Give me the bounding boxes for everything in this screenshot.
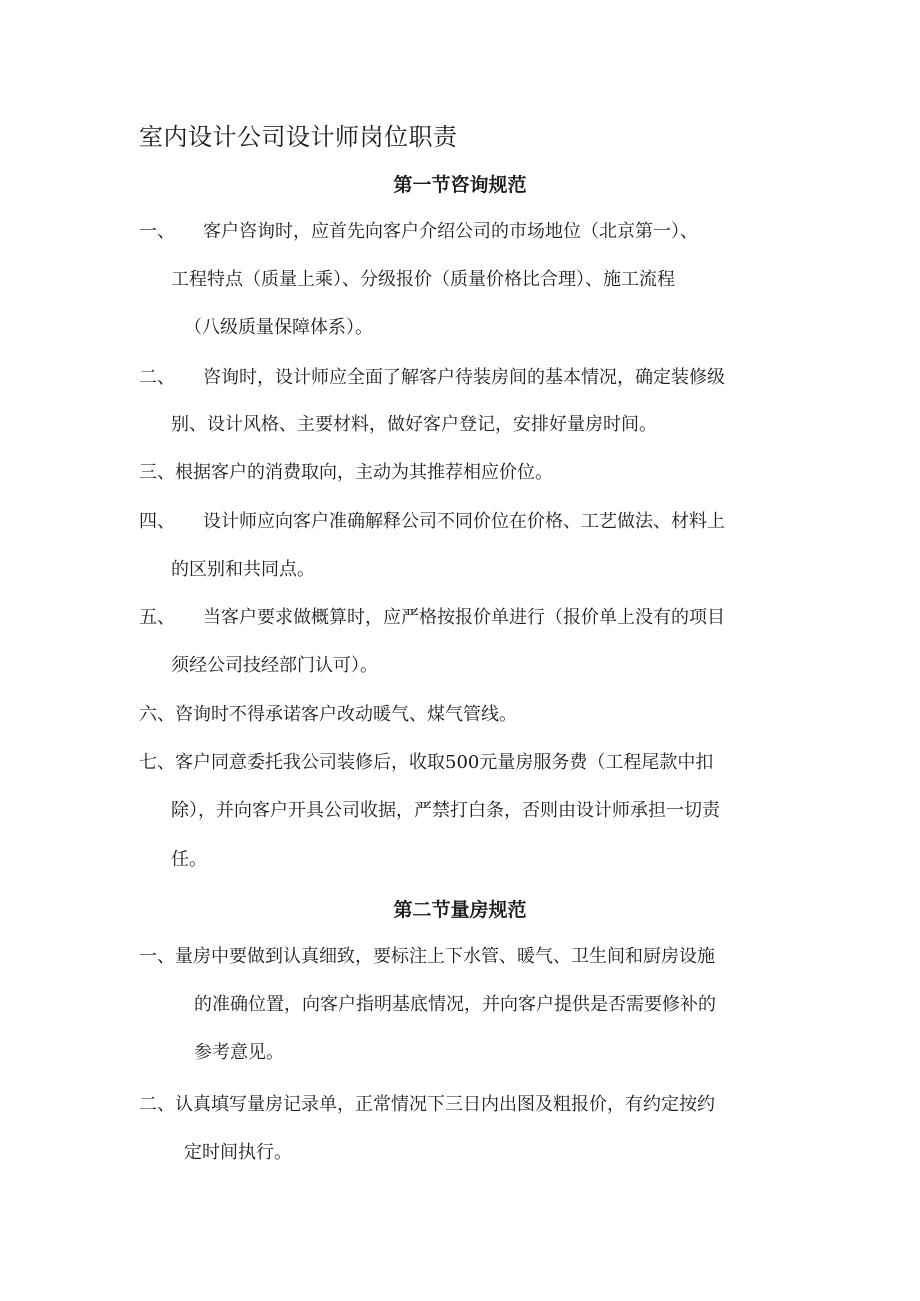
s1-item-7-number: 七、 <box>139 752 175 773</box>
section-1-heading: 第一节咨询规范 <box>393 174 527 196</box>
s1-item-1-text-1: 客户咨询时，应首先向客户介绍公司的市场地位（北京第一）、 <box>203 221 698 242</box>
s1-item-1-line-3: （八级质量保障体系）。 <box>184 317 373 338</box>
s1-item-7-text-1: 客户同意委托我公司装修后，收取500元量房服务费（工程尾款中扣 <box>175 752 714 773</box>
s1-item-6-line-1 <box>139 700 517 730</box>
s2-item-1-line-3: 参考意见。 <box>194 1042 284 1063</box>
s1-item-1-number: 一、 <box>139 221 175 242</box>
section-2-heading: 第二节量房规范 <box>393 899 527 921</box>
s1-item-4-number: 四、 <box>139 511 175 532</box>
s2-item-2-text-1: 认真填写量房记录单，正常情况下三日内出图及粗报价，有约定按约 <box>175 1094 715 1115</box>
s1-item-7-line-3: 任。 <box>171 849 207 870</box>
s1-item-2-number: 二、 <box>139 367 175 388</box>
document-title: 室内设计公司设计师岗位职责 <box>139 123 458 151</box>
s2-item-2-number: 二、 <box>139 1094 175 1115</box>
s1-item-3-number: 三、 <box>139 462 175 483</box>
s1-item-1-line-2: 工程特点（质量上乘）、分级报价（质量价格比合理）、施工流程 <box>171 269 675 290</box>
s2-item-2-line-1 <box>139 1090 715 1120</box>
s2-item-1-line-2: 的准确位置，向客户指明基底情况，并向客户提供是否需要修补的 <box>194 994 716 1015</box>
s1-item-4-text-1: 设计师应向客户准确解释公司不同价位在价格、工艺做法、材料上 <box>203 511 725 532</box>
s2-item-2-line-2: 定时间执行。 <box>184 1142 292 1163</box>
s1-item-7-line-2: 除），并向客户开具公司收据，严禁打白条，否则由设计师承担一切责 <box>171 800 720 821</box>
s1-item-1-line-1 <box>139 217 698 247</box>
s1-item-2-line-1 <box>139 363 725 393</box>
s2-item-1-text-1: 量房中要做到认真细致，要标注上下水管、暖气、卫生间和厨房设施 <box>175 946 715 967</box>
s1-item-6-number: 六、 <box>139 704 175 725</box>
s1-item-4-line-2: 的区别和共同点。 <box>171 559 315 580</box>
s2-item-1-line-1 <box>139 942 715 972</box>
s1-item-5-number: 五、 <box>139 607 175 628</box>
s1-item-5-line-2: 须经公司技经部门认可）。 <box>171 655 378 676</box>
s1-item-2-text-1: 咨询时，设计师应全面了解客户待装房间的基本情况，确定装修级 <box>203 367 725 388</box>
s1-item-5-text-1: 当客户要求做概算时，应严格按报价单进行（报价单上没有的项目 <box>203 607 725 628</box>
s1-item-5-line-1 <box>139 603 725 633</box>
s1-item-3-text-1: 根据客户的消费取向，主动为其推荐相应价位。 <box>175 462 553 483</box>
s1-item-7-line-1 <box>139 748 713 778</box>
s1-item-3-line-1 <box>139 458 553 488</box>
s1-item-2-line-2: 别、设计风格、主要材料，做好客户登记，安排好量房时间。 <box>171 414 657 435</box>
s2-item-1-number: 一、 <box>139 946 175 967</box>
s1-item-4-line-1 <box>139 507 725 537</box>
s1-item-6-text-1: 咨询时不得承诺客户改动暖气、煤气管线。 <box>175 704 517 725</box>
